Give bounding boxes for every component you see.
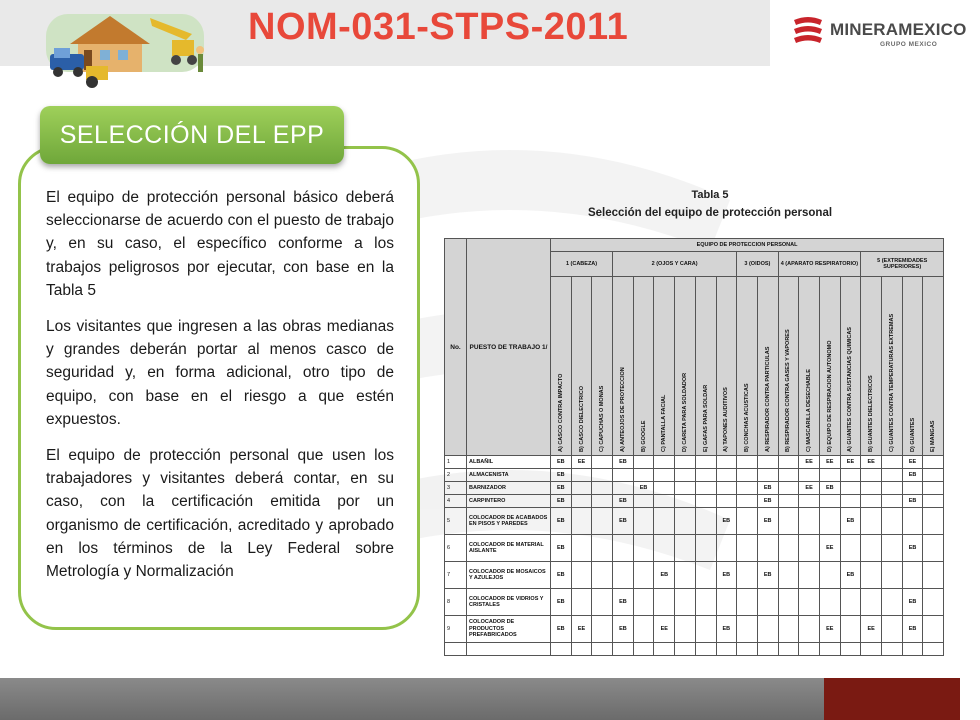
table-cell bbox=[840, 616, 861, 643]
table-cell: EB bbox=[551, 469, 572, 482]
table-cell bbox=[840, 482, 861, 495]
table-cell bbox=[882, 535, 903, 562]
table-cell bbox=[778, 562, 799, 589]
column-label: B) RESPIRADOR CONTRA GASES Y VAPORES bbox=[785, 329, 792, 452]
table-cell bbox=[571, 469, 592, 482]
brand-mark-icon bbox=[790, 14, 826, 50]
table-cell bbox=[757, 616, 778, 643]
table-cell bbox=[861, 535, 882, 562]
table-cell bbox=[861, 643, 882, 656]
row-job: COLOCADOR DE VIDRIOS Y CRISTALES bbox=[467, 589, 551, 616]
table-cell: EB bbox=[613, 456, 634, 469]
table-cell bbox=[799, 495, 820, 508]
table-cell bbox=[613, 643, 634, 656]
row-job: COLOCADOR DE MATERIAL AISLANTE bbox=[467, 535, 551, 562]
body-text bbox=[46, 186, 394, 596]
table-cell bbox=[592, 616, 613, 643]
table-cell bbox=[861, 508, 882, 535]
table-cell bbox=[923, 589, 944, 616]
table-cell bbox=[654, 469, 675, 482]
table-cell bbox=[592, 562, 613, 589]
table-cell bbox=[923, 482, 944, 495]
table-cell bbox=[799, 643, 820, 656]
table-cell: EB bbox=[819, 482, 840, 495]
table-cell: EE bbox=[840, 456, 861, 469]
table-cell bbox=[757, 643, 778, 656]
table-cell bbox=[778, 456, 799, 469]
row-job: COLOCADOR DE PRODUCTOS PREFABRICADOS bbox=[467, 616, 551, 643]
table-cell bbox=[592, 508, 613, 535]
table-cell bbox=[882, 508, 903, 535]
table-cell: EE bbox=[819, 535, 840, 562]
row-number: 8 bbox=[445, 589, 467, 616]
table-cell bbox=[882, 589, 903, 616]
header-column bbox=[571, 277, 592, 456]
table-cell bbox=[571, 535, 592, 562]
epp-table bbox=[444, 238, 944, 656]
table-cell bbox=[592, 535, 613, 562]
table-cell: EE bbox=[861, 616, 882, 643]
table-cell bbox=[592, 589, 613, 616]
table-row bbox=[445, 469, 944, 482]
table-cell bbox=[819, 495, 840, 508]
footer-accent bbox=[824, 678, 960, 720]
table-cell: EB bbox=[840, 508, 861, 535]
table-cell bbox=[695, 616, 716, 643]
table-cell: EB bbox=[633, 482, 654, 495]
header-column bbox=[840, 277, 861, 456]
page-title: NOM-031-STPS-2011 bbox=[248, 6, 629, 48]
table-cell: EB bbox=[716, 562, 737, 589]
table-cell bbox=[633, 508, 654, 535]
table-caption-title: Selección del equipo de protección personal bbox=[587, 207, 833, 219]
table-cell bbox=[840, 495, 861, 508]
table-cell bbox=[882, 562, 903, 589]
table-cell bbox=[923, 643, 944, 656]
table-cell: EB bbox=[551, 508, 572, 535]
table-cell bbox=[737, 482, 758, 495]
table-cell bbox=[695, 589, 716, 616]
table-row bbox=[445, 508, 944, 535]
column-label: D) CARETA PARA SOLDADOR bbox=[681, 372, 688, 452]
table-cell bbox=[757, 535, 778, 562]
header-column bbox=[882, 277, 903, 456]
table-cell bbox=[737, 562, 758, 589]
column-label: C) MASCARILLA DESECHABLE bbox=[806, 369, 813, 452]
table-cell bbox=[799, 616, 820, 643]
header-column bbox=[757, 277, 778, 456]
table-cell bbox=[654, 535, 675, 562]
table-cell bbox=[737, 616, 758, 643]
table-cell bbox=[613, 469, 634, 482]
table-cell bbox=[592, 469, 613, 482]
row-job: ALBAÑIL bbox=[467, 456, 551, 469]
table-cell bbox=[695, 508, 716, 535]
table-cell bbox=[613, 535, 634, 562]
table-cell bbox=[551, 643, 572, 656]
table-cell: EE bbox=[799, 456, 820, 469]
column-label: B) CONCHAS ACUSTICAS bbox=[744, 383, 751, 452]
table-cell: EE bbox=[799, 482, 820, 495]
table-cell bbox=[633, 456, 654, 469]
row-number: 4 bbox=[445, 495, 467, 508]
table-caption-number: Tabla 5 bbox=[691, 189, 729, 201]
table-cell bbox=[675, 508, 696, 535]
column-label: A) ANTEOJOS DE PROTECCION bbox=[619, 367, 626, 452]
row-number: 1 bbox=[445, 456, 467, 469]
table-cell bbox=[840, 589, 861, 616]
table-cell bbox=[695, 469, 716, 482]
header-job: PUESTO DE TRABAJO 1/ bbox=[467, 239, 551, 456]
table-cell: EB bbox=[902, 589, 923, 616]
paragraph-1: El equipo de protección personal básico deberá seleccionarse de acuerdo con el puesto de trabajo y, en su caso, el específico conforme a los trabajos peligrosos por ejecutar, con base en la Tabla 5 bbox=[46, 189, 394, 299]
table-cell bbox=[819, 562, 840, 589]
table-cell: EE bbox=[571, 456, 592, 469]
header-group: 3 (OIDOS) bbox=[737, 252, 778, 277]
table-cell bbox=[882, 469, 903, 482]
column-label: B) CASCO DIELECTRICO bbox=[578, 386, 585, 452]
footer-bar bbox=[0, 678, 824, 720]
table-cell bbox=[861, 589, 882, 616]
table-cell bbox=[695, 562, 716, 589]
table-row bbox=[445, 495, 944, 508]
table-cell: EE bbox=[861, 456, 882, 469]
table-cell: EB bbox=[551, 616, 572, 643]
table-cell bbox=[923, 562, 944, 589]
header-column bbox=[675, 277, 696, 456]
table-cell bbox=[716, 456, 737, 469]
column-label: D) EQUIPO DE RESPIRACION AUTONOMO bbox=[826, 340, 833, 452]
table-cell: EB bbox=[902, 495, 923, 508]
table-cell bbox=[778, 616, 799, 643]
table-cell bbox=[819, 469, 840, 482]
table-cell bbox=[592, 456, 613, 469]
table-cell: EB bbox=[757, 562, 778, 589]
table-cell bbox=[571, 495, 592, 508]
epp-table-container bbox=[444, 238, 944, 639]
table-cell bbox=[882, 495, 903, 508]
column-label: C) PANTALLA FACIAL bbox=[661, 394, 668, 452]
header-column bbox=[737, 277, 758, 456]
table-cell: EB bbox=[551, 482, 572, 495]
table-cell bbox=[923, 469, 944, 482]
header-column bbox=[819, 277, 840, 456]
table-cell bbox=[923, 495, 944, 508]
table-cell bbox=[778, 589, 799, 616]
table-row bbox=[445, 482, 944, 495]
table-cell: EB bbox=[902, 535, 923, 562]
table-cell bbox=[613, 562, 634, 589]
table-cell: EB bbox=[551, 589, 572, 616]
table-cell bbox=[923, 616, 944, 643]
table-cell bbox=[445, 643, 467, 656]
header-no: No. bbox=[445, 239, 467, 456]
table-cell bbox=[571, 508, 592, 535]
table-cell bbox=[923, 535, 944, 562]
brand-name: MINERAMEXICO bbox=[830, 20, 967, 39]
table-cell: EB bbox=[551, 535, 572, 562]
table-cell: EB bbox=[613, 508, 634, 535]
column-label: E) GAFAS PARA SOLDAR bbox=[702, 384, 709, 452]
table-row bbox=[445, 589, 944, 616]
brand-subtitle: GRUPO MEXICO bbox=[880, 41, 938, 48]
row-number: 9 bbox=[445, 616, 467, 643]
table-cell bbox=[716, 495, 737, 508]
table-cell bbox=[633, 535, 654, 562]
table-cell: EE bbox=[654, 616, 675, 643]
table-cell bbox=[840, 535, 861, 562]
column-label: A) RESPIRADOR CONTRA PARTICULAS bbox=[764, 346, 771, 452]
table-cell bbox=[675, 495, 696, 508]
column-label: C) CAPUCHAS O MONAS bbox=[599, 385, 606, 452]
row-number: 5 bbox=[445, 508, 467, 535]
table-cell: EB bbox=[613, 589, 634, 616]
table-cell bbox=[902, 643, 923, 656]
table-cell bbox=[737, 495, 758, 508]
table-cell bbox=[633, 469, 654, 482]
construction-illustration bbox=[40, 4, 215, 94]
header-column bbox=[799, 277, 820, 456]
table-cell bbox=[695, 456, 716, 469]
table-cell bbox=[923, 456, 944, 469]
table-cell bbox=[716, 535, 737, 562]
table-cell: EB bbox=[757, 482, 778, 495]
header-column bbox=[861, 277, 882, 456]
table-cell bbox=[819, 508, 840, 535]
table-cell bbox=[778, 495, 799, 508]
row-job: ALMACENISTA bbox=[467, 469, 551, 482]
table-cell bbox=[778, 535, 799, 562]
table-cell bbox=[737, 535, 758, 562]
table-cell: EB bbox=[654, 562, 675, 589]
table-cell bbox=[675, 535, 696, 562]
table-cell bbox=[695, 643, 716, 656]
table-cell bbox=[592, 643, 613, 656]
brand-logo bbox=[790, 14, 967, 54]
column-label: A) TAPONES AUDITIVOS bbox=[723, 387, 730, 452]
row-job: COLOCADOR DE MOSAICOS Y AZULEJOS bbox=[467, 562, 551, 589]
table-cell bbox=[861, 482, 882, 495]
table-cell bbox=[633, 495, 654, 508]
table-cell bbox=[571, 562, 592, 589]
table-cell bbox=[654, 482, 675, 495]
table-cell bbox=[737, 589, 758, 616]
table-cell bbox=[467, 643, 551, 656]
table-cell bbox=[675, 562, 696, 589]
header-group: 5 (EXTREMIDADES SUPERIORES) bbox=[861, 252, 944, 277]
table-cell: EB bbox=[551, 456, 572, 469]
table-cell bbox=[799, 469, 820, 482]
table-cell bbox=[695, 535, 716, 562]
table-cell bbox=[882, 643, 903, 656]
column-label: D) GUANTES bbox=[909, 417, 916, 452]
table-cell bbox=[882, 482, 903, 495]
table-row bbox=[445, 535, 944, 562]
table-cell bbox=[633, 643, 654, 656]
table-cell: EB bbox=[757, 495, 778, 508]
table-cell bbox=[923, 508, 944, 535]
table-cell bbox=[716, 469, 737, 482]
table-cell bbox=[799, 535, 820, 562]
table-cell bbox=[799, 508, 820, 535]
table-cell bbox=[737, 508, 758, 535]
table-cell bbox=[778, 482, 799, 495]
table-cell bbox=[737, 469, 758, 482]
header-column bbox=[778, 277, 799, 456]
table-cell bbox=[592, 482, 613, 495]
table-cell: EE bbox=[571, 616, 592, 643]
table-cell bbox=[654, 456, 675, 469]
row-number: 2 bbox=[445, 469, 467, 482]
header-column bbox=[695, 277, 716, 456]
table-cell bbox=[840, 469, 861, 482]
table-cell bbox=[633, 616, 654, 643]
table-cell: EB bbox=[757, 508, 778, 535]
header-column bbox=[923, 277, 944, 456]
table-cell bbox=[675, 616, 696, 643]
table-cell bbox=[757, 469, 778, 482]
paragraph-2: Los visitantes que ingresen a las obras medianas y grandes deberán portar al menos casco de seguridad y, en forma adicional, otro tipo de equipo, con base en el riesgo a que estén expuestos. bbox=[46, 318, 394, 428]
row-job: BARNIZADOR bbox=[467, 482, 551, 495]
table-cell: EE bbox=[902, 456, 923, 469]
table-cell bbox=[654, 643, 675, 656]
header-group: 1 (CABEZA) bbox=[551, 252, 613, 277]
table-cell: EB bbox=[902, 616, 923, 643]
row-number: 3 bbox=[445, 482, 467, 495]
table-cell: EB bbox=[551, 562, 572, 589]
table-cell bbox=[716, 589, 737, 616]
column-label: A) GUANTES CONTRA SUSTANCIAS QUIMICAS bbox=[847, 327, 854, 452]
row-number: 7 bbox=[445, 562, 467, 589]
table-cell bbox=[778, 508, 799, 535]
table-cell bbox=[675, 469, 696, 482]
table-cell bbox=[737, 643, 758, 656]
table-cell bbox=[716, 643, 737, 656]
table-cell bbox=[819, 643, 840, 656]
header-group: 4 (APARATO RESPIRATORIO) bbox=[778, 252, 861, 277]
header-column bbox=[654, 277, 675, 456]
header-group: 2 (OJOS Y CARA) bbox=[613, 252, 737, 277]
column-label: A) CASCO CONTRA IMPACTO bbox=[557, 373, 564, 452]
section-tab: SELECCIÓN DEL EPP bbox=[40, 106, 344, 164]
table-cell bbox=[633, 589, 654, 616]
table-cell bbox=[571, 482, 592, 495]
table-cell: EB bbox=[613, 616, 634, 643]
table-cell: EB bbox=[716, 508, 737, 535]
table-cell bbox=[716, 482, 737, 495]
table-cell bbox=[882, 456, 903, 469]
table-cell bbox=[757, 589, 778, 616]
table-cell: EB bbox=[716, 616, 737, 643]
table-row bbox=[445, 616, 944, 643]
table-cell: EE bbox=[819, 456, 840, 469]
table-cell: EB bbox=[840, 562, 861, 589]
table-cell bbox=[757, 456, 778, 469]
table-cell bbox=[861, 495, 882, 508]
table-cell bbox=[675, 482, 696, 495]
table-cell bbox=[675, 643, 696, 656]
table-cell bbox=[861, 469, 882, 482]
table-cell bbox=[819, 589, 840, 616]
table-cell bbox=[737, 456, 758, 469]
table-cell bbox=[592, 495, 613, 508]
header-column bbox=[551, 277, 572, 456]
table-cell bbox=[613, 482, 634, 495]
column-label: C) GUANTES CONTRA TEMPERATURAS EXTREMAS bbox=[888, 313, 895, 452]
table-cell bbox=[840, 643, 861, 656]
table-cell bbox=[654, 508, 675, 535]
table-cell bbox=[675, 589, 696, 616]
table-cell bbox=[571, 643, 592, 656]
table-cell: EB bbox=[902, 469, 923, 482]
header-column bbox=[592, 277, 613, 456]
column-label: E) MANGAS bbox=[930, 420, 937, 452]
header-column bbox=[613, 277, 634, 456]
table-cell bbox=[861, 562, 882, 589]
table-cell bbox=[799, 589, 820, 616]
table-cell bbox=[778, 643, 799, 656]
table-cell bbox=[902, 562, 923, 589]
row-job: COLOCADOR DE ACABADOS EN PISOS Y PAREDES bbox=[467, 508, 551, 535]
table-cell: EB bbox=[551, 495, 572, 508]
table-row bbox=[445, 562, 944, 589]
table-row-empty bbox=[445, 643, 944, 656]
table-cell bbox=[654, 589, 675, 616]
table-cell: EE bbox=[819, 616, 840, 643]
header-column bbox=[633, 277, 654, 456]
table-cell bbox=[654, 495, 675, 508]
row-job: CARPINTERO bbox=[467, 495, 551, 508]
paragraph-3: El equipo de protección personal que usen los trabajadores y visitantes deberá contar, en su caso, con la certificación emitida por un organismo de certificación, acreditado y aprobado en los términos de la Ley Federal sobre Metrología y Normalización bbox=[46, 447, 394, 581]
table-cell bbox=[902, 482, 923, 495]
table-cell bbox=[695, 495, 716, 508]
column-label: B) GOOGLE bbox=[640, 420, 647, 452]
table-cell bbox=[675, 456, 696, 469]
table-cell bbox=[882, 616, 903, 643]
table-cell bbox=[633, 562, 654, 589]
table-cell bbox=[902, 508, 923, 535]
table-row bbox=[445, 456, 944, 469]
column-label: B) GUANTES DIELECTRICOS bbox=[868, 375, 875, 452]
table-cell bbox=[571, 589, 592, 616]
header-column bbox=[902, 277, 923, 456]
header-epp: EQUIPO DE PROTECCION PERSONAL bbox=[551, 239, 944, 252]
table-cell: EB bbox=[613, 495, 634, 508]
header-column bbox=[716, 277, 737, 456]
table-cell bbox=[695, 482, 716, 495]
table-cell bbox=[778, 469, 799, 482]
table-cell bbox=[799, 562, 820, 589]
row-number: 6 bbox=[445, 535, 467, 562]
